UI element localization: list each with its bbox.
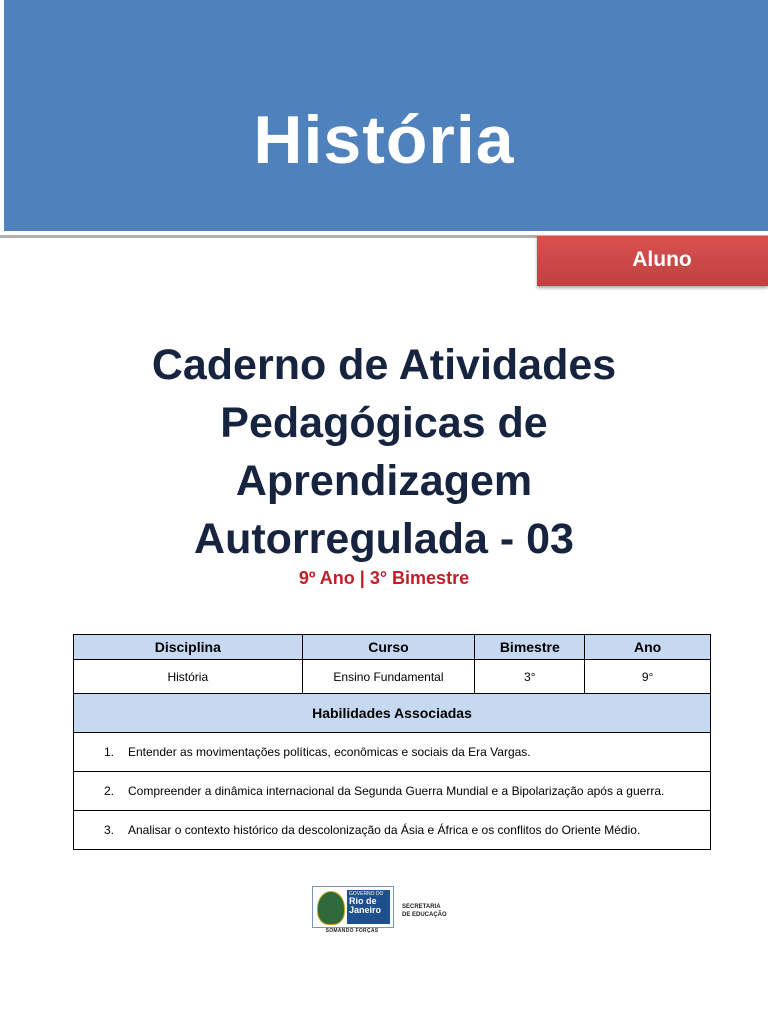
rio-de-janeiro-wordmark [347,890,390,924]
gov-name-line-1: Rio de [349,896,377,906]
gov-name-line-2: Janeiro [349,905,382,915]
skill-number: 2. [103,784,114,798]
skill-item [74,772,711,811]
discipline-value: História [74,660,303,694]
skill-row [74,733,711,772]
skill-text: Entender as movimentações políticas, econômicas e sociais da Era Vargas. [128,745,531,759]
grade-term-subtitle: 9º Ano | 3° Bimestre [298,568,470,588]
slogan-text: SOMANDO FORÇAS [325,928,379,934]
skill-text: Compreender a dinâmica internacional da Segunda Guerra Mundial e a Bipolarização após a guerra. [128,784,665,798]
skill-number: 1. [103,745,114,759]
notebook-title [0,336,768,568]
subject-title: História [253,102,515,178]
notebook-title-line: Caderno de Atividades [151,341,617,389]
notebook-title-line: Pedagógicas de [220,399,548,447]
course-value: Ensino Fundamental [302,660,475,694]
skill-row [74,811,711,850]
header-course: Curso [302,635,475,660]
secretariat-line-2: DE EDUCAÇÃO [402,912,447,918]
skill-row [74,772,711,811]
skill-number: 3. [103,823,114,837]
secretariat-text [402,903,462,919]
skill-text: Analisar o contexto histórico da descolonização da Ásia e África e os conflitos do Oriente Médio. [128,823,641,837]
government-logo [312,886,457,938]
secretariat-line-1: SECRETARIA [402,904,441,910]
course-info-table [73,634,711,850]
notebook-title-line: Aprendizagem [235,457,533,505]
year-value: 9° [585,660,711,694]
notebook-title-line: Autorregulada - 03 [194,515,574,563]
skill-item [74,811,711,850]
header-term: Bimestre [475,635,585,660]
coat-of-arms-icon [317,891,345,925]
skills-title: Habilidades Associadas [74,694,711,733]
skill-item [74,733,711,772]
gov-small-text: GOVERNO DO [349,891,384,897]
student-badge-label: Aluno [632,248,692,271]
table-header-row [74,635,711,660]
skills-header-row [74,694,711,733]
term-value: 3° [475,660,585,694]
student-badge [537,235,768,286]
table-row [74,660,711,694]
header-year: Ano [585,635,711,660]
logo-frame [312,886,394,928]
header-discipline: Disciplina [74,635,303,660]
